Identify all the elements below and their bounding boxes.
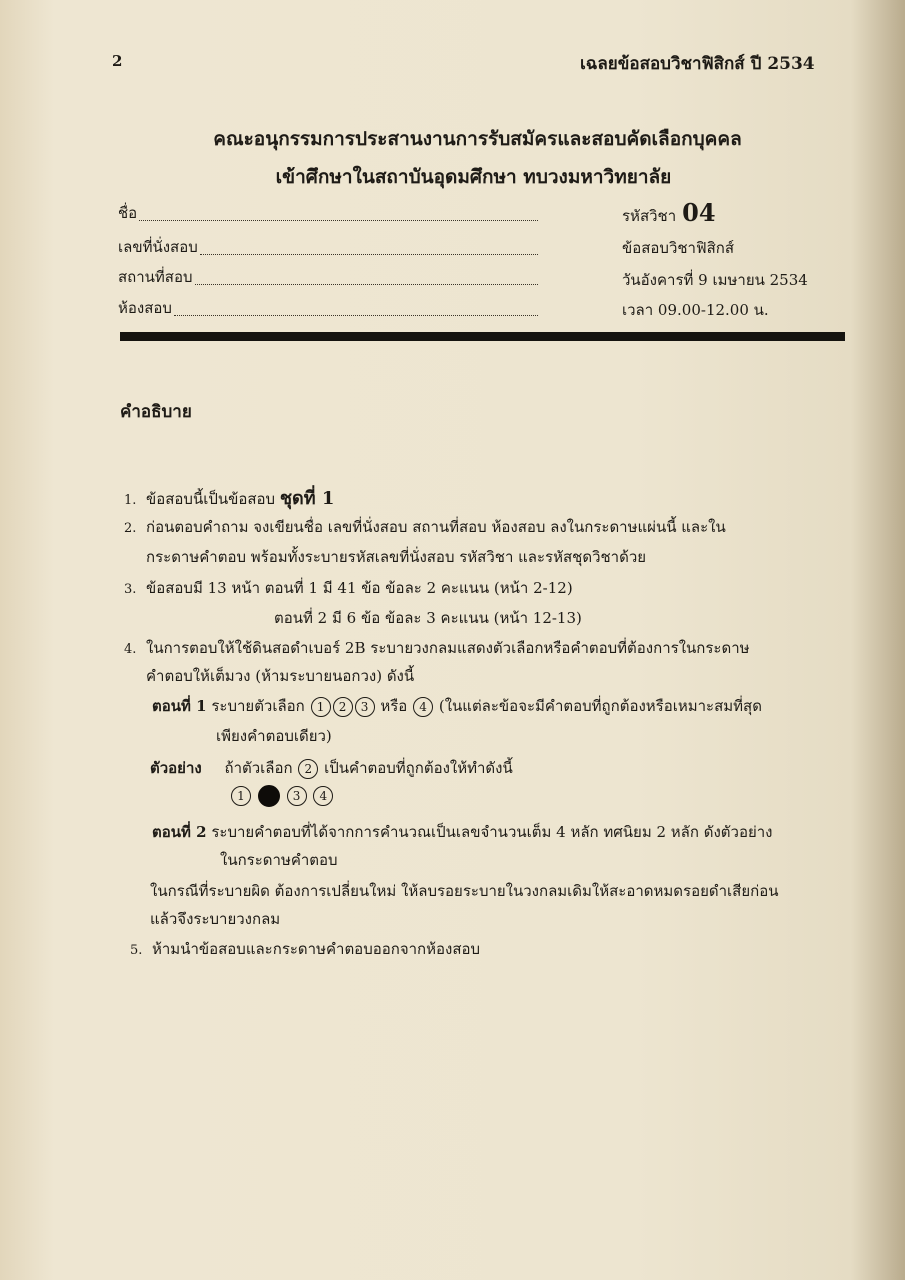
- example-row-bubble-3: 3: [287, 786, 307, 806]
- item-2-line-2: กระดาษคำตอบ พร้อมทั้งระบายรหัสเลขที่นั่งสอบ รหัสวิชา และรหัสชุดวิชาด้วย: [146, 548, 647, 566]
- page-number: 2: [112, 52, 123, 70]
- committee-line-1: คณะอนุกรรมการประสานงานการรับสมัครและสอบคัดเลือกบุคคล: [213, 128, 742, 150]
- example-instruction: [150, 756, 513, 780]
- example-text-a: ถ้าตัวเลือก: [224, 759, 293, 777]
- subject-code-value: 04: [682, 198, 716, 227]
- example-row-bubble-1: 1: [231, 786, 251, 806]
- exam-location-field-line[interactable]: [195, 283, 539, 285]
- item-5-number: 5.: [130, 943, 143, 958]
- part-1-text-a: ระบายตัวเลือก: [211, 697, 305, 715]
- divider-bar: [120, 332, 845, 341]
- example-bubble-2: 2: [298, 759, 318, 779]
- example-row-bubble-4: 4: [313, 786, 333, 806]
- seat-number-field[interactable]: [118, 235, 538, 259]
- seat-number-field-label: เลขที่นั่งสอบ: [118, 238, 198, 256]
- item-4-number: 4.: [124, 642, 137, 657]
- exam-location-field[interactable]: [118, 265, 538, 289]
- exam-room-field[interactable]: [118, 296, 538, 320]
- instruction-item-3: [124, 576, 573, 600]
- item-3-number: 3.: [124, 582, 137, 597]
- exam-room-field-label: ห้องสอบ: [118, 299, 172, 317]
- exam-date: วันอังคารที่ 9 เมษายน 2534: [622, 271, 808, 289]
- item-2-line-1: ก่อนตอบคำถาม จงเขียนชื่อ เลขที่นั่งสอบ สถานที่สอบ ห้องสอบ ลงในกระดาษแผ่นนี้ และใน: [146, 518, 726, 536]
- seat-number-field-line[interactable]: [200, 253, 538, 255]
- item-2-number: 2.: [124, 521, 137, 536]
- example-answer-row: [230, 785, 334, 807]
- item-1-number: 1.: [124, 493, 137, 508]
- exam-set: ชุดที่ 1: [279, 488, 335, 509]
- part-1-or: หรือ: [380, 697, 408, 715]
- instruction-item-1: [124, 483, 334, 512]
- part-1-instruction: [152, 694, 762, 718]
- item-4-line-2: คำตอบให้เต็มวง (ห้ามระบายนอกวง) ดังนี้: [146, 667, 415, 685]
- option-bubble-4: 4: [413, 697, 433, 717]
- item-4-line-1: ในการตอบให้ใช้ดินสอดำเบอร์ 2B ระบายวงกลมแสดงตัวเลือกหรือคำตอบที่ต้องการในกระดาษ: [146, 639, 750, 657]
- book-title: เฉลยข้อสอบวิชาฟิสิกส์ ปี 2534: [580, 54, 815, 74]
- name-field-line[interactable]: [139, 219, 538, 221]
- option-bubble-2: 2: [333, 697, 353, 717]
- subject-code: [622, 198, 716, 228]
- name-field-label: ชื่อ: [118, 204, 138, 222]
- committee-line-2: เข้าศึกษาในสถาบันอุดมศึกษา ทบวงมหาวิทยาลัย: [275, 166, 672, 188]
- subject-code-label: รหัสวิชา: [622, 207, 677, 225]
- example-text-b: เป็นคำตอบที่ถูกต้องให้ทำดังนี้: [324, 759, 513, 777]
- exam-location-field-label: สถานที่สอบ: [118, 268, 193, 286]
- part-2-line-2: ในกระดาษคำตอบ: [220, 851, 338, 869]
- example-label: ตัวอย่าง: [150, 759, 202, 777]
- option-bubble-3: 3: [355, 697, 375, 717]
- option-bubble-1: 1: [311, 697, 331, 717]
- mistake-line-2: แล้วจึงระบายวงกลม: [150, 910, 281, 928]
- item-5-text: ห้ามนำข้อสอบและกระดาษคำตอบออกจากห้องสอบ: [152, 940, 481, 958]
- item-3-line-1: ข้อสอบมี 13 หน้า ตอนที่ 1 มี 41 ข้อ ข้อละ 2 คะแนน (หน้า 2-12): [146, 579, 573, 597]
- part-2-instruction: [152, 820, 773, 844]
- part-1-text-c: เพียงคำตอบเดียว): [216, 727, 332, 745]
- name-field[interactable]: [118, 201, 538, 225]
- instruction-item-2: [124, 515, 726, 539]
- part-1-label: ตอนที่ 1: [152, 697, 207, 715]
- exam-room-field-line[interactable]: [174, 314, 538, 316]
- instruction-item-5: [130, 937, 480, 961]
- mistake-line-1: ในกรณีที่ระบายผิด ต้องการเปลี่ยนใหม่ ให้ลบรอยระบายในวงกลมเดิมให้สะอาดหมดรอยดำเสียก่อน: [150, 882, 779, 900]
- item-3-line-2: ตอนที่ 2 มี 6 ข้อ ข้อละ 3 คะแนน (หน้า 12-13): [274, 609, 582, 627]
- instruction-item-4: [124, 636, 750, 660]
- part-1-text-b: (ในแต่ละข้อจะมีคำตอบที่ถูกต้องหรือเหมาะสมที่สุด: [438, 697, 762, 715]
- part-2-label: ตอนที่ 2: [152, 823, 207, 841]
- part-2-line-1: ระบายคำตอบที่ได้จากการคำนวณเป็นเลขจำนวนเต็ม 4 หลัก ทศนิยม 2 หลัก ดังตัวอย่าง: [211, 823, 773, 841]
- exam-time: เวลา 09.00-12.00 น.: [622, 301, 769, 319]
- example-row-bubble-2-filled: [258, 785, 280, 807]
- subject-name: ข้อสอบวิชาฟิสิกส์: [622, 239, 734, 257]
- item-1-text: ข้อสอบนี้เป็นข้อสอบ: [146, 490, 276, 508]
- instructions-title: คำอธิบาย: [120, 402, 192, 422]
